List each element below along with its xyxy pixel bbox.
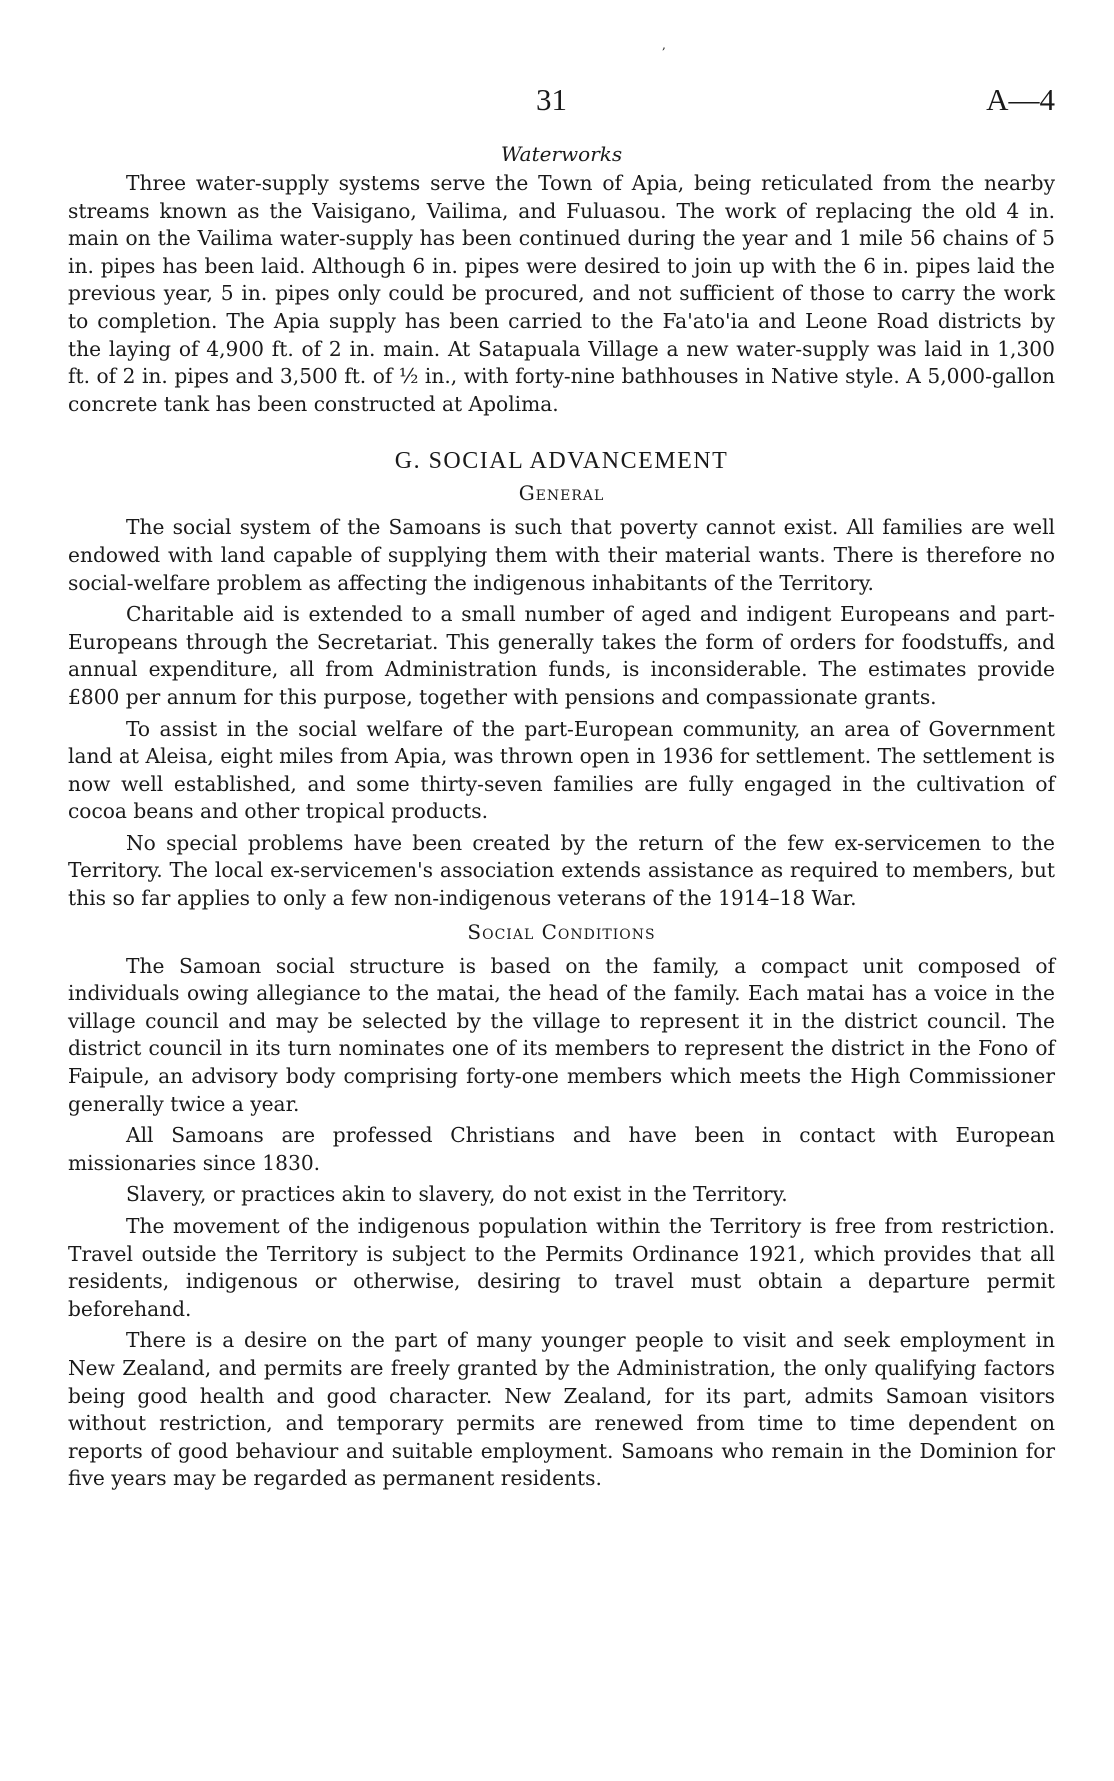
document-page	[68, 0, 1055, 1781]
social-conditions-heading: Social Conditions	[467, 919, 656, 944]
social-conditions-paragraph: All Samoans are professed Christians and have been in contact with European missionaries since 1830.	[68, 1123, 1055, 1175]
social-conditions-paragraph: There is a desire on the part of many younger people to visit and seek employment in New Zealand, and permits are freely granted by the Administration, the only qualifying factors being good health and good character. New Zealand, for its part, admits Samoan visitors without restriction, and temporary permits are renewed from time to time dependent on reports of good behaviour and suitable employment. Samoans who remain in the Dominion for five years may be regarded as permanent residents.	[68, 1328, 1055, 1491]
general-paragraph: To assist in the social welfare of the part-European community, an area of Government land at Aleisa, eight miles from Apia, was thrown open in 1936 for settlement. The settlement is now well established, and some thirty-seven families are fully engaged in the cultivation of cocoa beans and other tropical products.	[68, 716, 1055, 824]
general-heading: General	[518, 481, 605, 506]
general-paragraph: No special problems have been created by the return of the few ex-servicemen to the Territory. The local ex-servicemen's association extends assistance as required to members, but this so far applies to only a few non-indigenous veterans of the 1914–18 War.	[68, 830, 1055, 911]
page-number: 31	[536, 82, 567, 117]
social-conditions-paragraph: The Samoan social structure is based on the family, a compact unit composed of individuals owing allegiance to the matai, the head of the family. Each matai has a voice in the village council and may be selected by the village to represent it in the district council. The district council in its turn nominates one of its members to represent the district in the Fono of Faipule, an advisory body comprising forty-one members which meets the High Commissioner generally twice a year.	[68, 953, 1055, 1116]
document-reference: A—4	[986, 82, 1055, 117]
section-title: G. SOCIAL ADVANCEMENT	[394, 448, 729, 475]
waterworks-paragraph: Three water-supply systems serve the Town of Apia, being reticulated from the nearby streams known as the Vaisigano, Vailima, and Fuluasou. The work of replacing the old 4 in. main on the Vailima water-supply has been continued during the year and 1 mile 56 chains of 5 in. pipes has been laid. Although 6 in. pipes were desired to join up with the 6 in. pipes laid the previous year, 5 in. pipes only could be procured, and not sufficient of those to carry the work to completion. The Apia supply has been carried to the Fa'ato'ia and Leone Road districts by the laying of 4,900 ft. of 2 in. main. At Satapuala Village a new water-supply was laid in 1,300 ft. of 2 in. pipes and 3,500 ft. of ½ in., with forty-nine bathhouses in Native style. A 5,000-gallon concrete tank has been constructed at Apolima.	[68, 171, 1055, 416]
waterworks-heading: Waterworks	[500, 142, 623, 166]
general-paragraph: The social system of the Samoans is such that poverty cannot exist. All families are well endowed with land capable of supplying them with their material wants. There is therefore no social-welfare problem as affecting the indigenous inhabitants of the Territory.	[68, 515, 1055, 595]
social-conditions-paragraph: The movement of the indigenous population within the Territory is free from restriction. Travel outside the Territory is subject to the Permits Ordinance 1921, which provides that all residents, indigenous or otherwise, desiring to travel must obtain a departure permit beforehand.	[68, 1214, 1055, 1321]
stray-mark: ,	[662, 38, 666, 52]
social-conditions-paragraph: Slavery, or practices akin to slavery, do not exist in the Territory.	[126, 1182, 788, 1207]
page-body	[68, 142, 1055, 1493]
general-paragraph: Charitable aid is extended to a small number of aged and indigent Europeans and part-Europeans through the Secretariat. This generally takes the form of orders for foodstuffs, and annual expenditure, all from Administration funds, is inconsiderable. The estimates provide £800 per annum for this purpose, together with pensions and compassionate grants.	[68, 602, 1055, 709]
